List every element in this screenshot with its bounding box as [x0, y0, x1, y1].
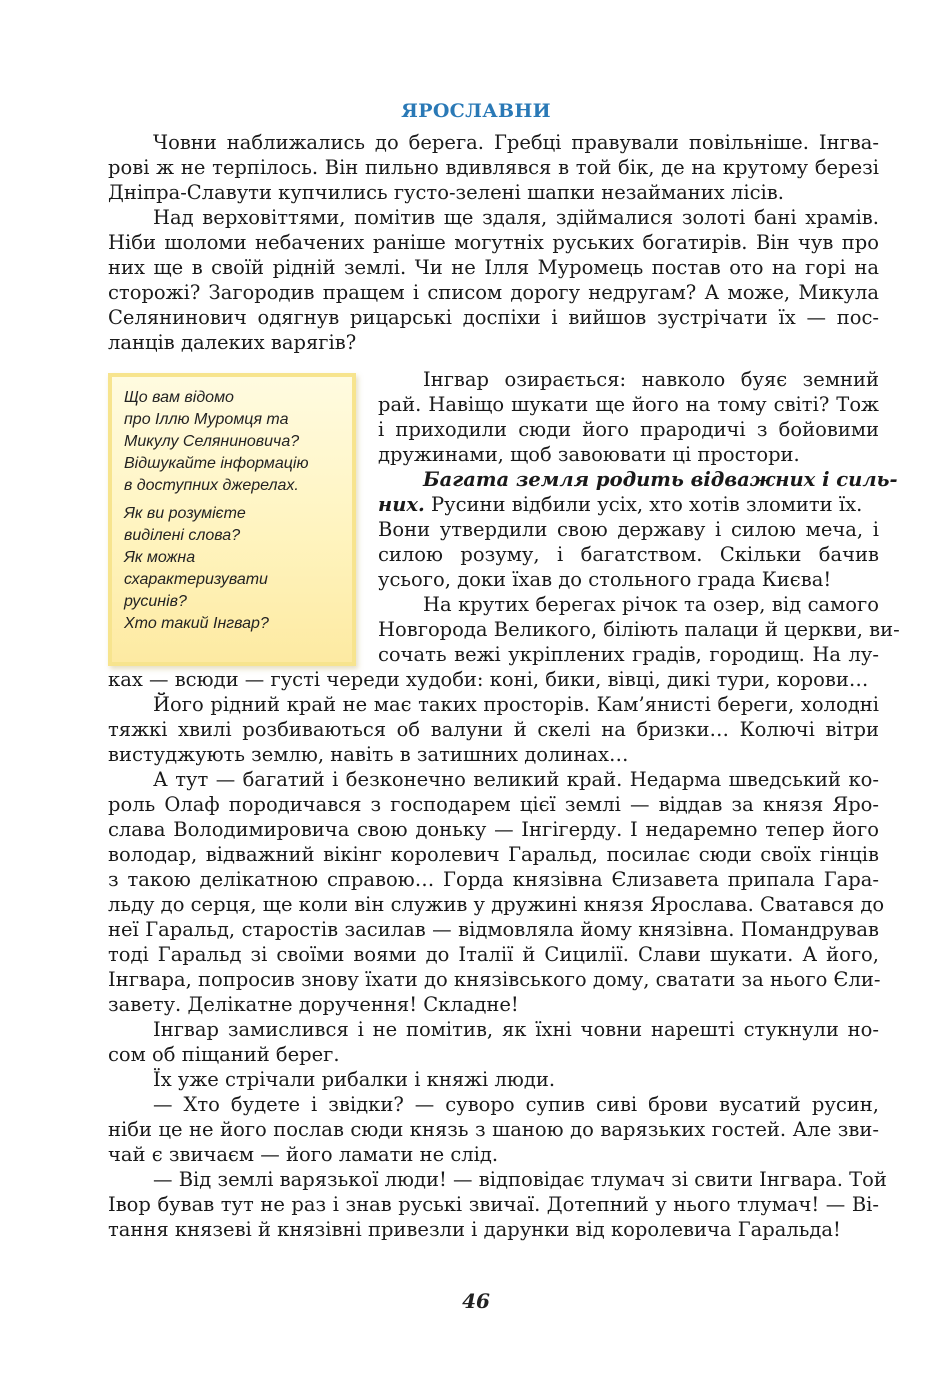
text-line: А тут — багатий і безконечно великий край. Недарма шведський ко-	[153, 768, 879, 791]
sidebar-question-line: Як ви розумієте	[124, 505, 246, 522]
text-line: тоді Гаральд зі своїми воями до Італії й Сицилії. Слави шукати. А його,	[108, 943, 879, 966]
text-line: Новгорода Великого, біліють палаци й церкви, ви-	[378, 618, 900, 641]
text-line: Інгвара, попросив знову їхати до князівського дому, сватати за нього Єли-	[108, 968, 881, 991]
text-line: Інгвар замислився і не помітив, як їхні човни нарешті стукнули но-	[153, 1018, 879, 1041]
text-line: — Хто будете і звідки? — суворо супив сиві брови вусатий русин,	[153, 1093, 879, 1116]
text-line: слава Володимировича свою доньку — Інгігерду. І недаремно тепер його	[108, 818, 879, 841]
text-line: роль Олаф породичався з господарем цієї землі — віддав за князя Яро-	[108, 793, 879, 816]
text-line: тання князеві й князівні привезли і дарунки від королевича Гаральда!	[108, 1218, 841, 1241]
text-line: рай. Навіщо шукати ще його на тому світі? Тож	[378, 393, 879, 416]
text-line: з такою делікатною справою… Горда князівна Єлизавета припала Гара-	[108, 868, 879, 891]
text-line: чай є звичаєм — його ламати не слід.	[108, 1143, 499, 1166]
text-line: Над верховіттями, помітив ще здаля, здіймалися золоті бані храмів.	[153, 206, 879, 229]
question-sidebar	[108, 373, 356, 666]
text-line: рові ж не терпілось. Він пильно вдивлявся в той бік, де на крутому березі	[108, 156, 879, 179]
text-line: вистуджують землю, навіть в затишних долинах…	[108, 743, 629, 766]
sidebar-question-line: Як можна	[124, 549, 196, 566]
sidebar-question-line: Що вам відомо	[124, 389, 234, 406]
sidebar-question-line: про Іллю Муромця та	[124, 411, 289, 428]
text-line: Вони утвердили свою державу і силою меча, і	[378, 518, 879, 541]
text-line: Інгвар озирається: навколо буяє земний	[423, 368, 879, 391]
text-fragment: Русини відбили усіх, хто хотів зломити їх.	[424, 493, 863, 516]
text-line: Ніби шоломи небачених раніше могутніх руських богатирів. Він чув про	[108, 231, 879, 254]
sidebar-question-line: в доступних джерелах.	[124, 477, 299, 494]
sidebar-question-line: схарактеризувати	[124, 571, 268, 588]
text-line: Дніпра-Славути купчились густо-зелені шапки незайманих лісів.	[108, 181, 784, 204]
highlighted-text: них.	[378, 493, 425, 516]
sidebar-question-line: Микулу Селяниновича?	[124, 433, 300, 450]
text-line: володар, відважний вікінг королевич Гаральд, посилає сюди своїх гінців	[108, 843, 879, 866]
sidebar-question-line: русинів?	[124, 593, 187, 610]
page-number: 46	[462, 1289, 490, 1313]
text-line: силою розуму, і багатством. Скільки бачив	[378, 543, 879, 566]
text-line: На крутих берегах річок та озер, від самого	[423, 593, 879, 616]
chapter-title: ЯРОСЛАВНИ	[401, 100, 551, 122]
text-line: ніби це не його послав сюди князь з шаною до варязьких гостей. Але зви-	[108, 1118, 879, 1141]
text-line: завету. Делікатне доручення! Складне!	[108, 993, 519, 1016]
text-line: ланців далеких варягів?	[108, 331, 357, 354]
highlighted-text: Багата земля родить відважних і силь-	[423, 468, 898, 491]
text-line: сочать вежі укріплених градів, городищ. На лу-	[378, 643, 879, 666]
text-line: льду до серця, ще коли він служив у дружині князя Ярослава. Сватався до	[108, 893, 885, 916]
text-line: сторожі? Загородив пращем і списом дорогу недругам? А може, Микула	[108, 281, 879, 304]
text-line: — Від землі варязької люди! — відповідає тлумач зі свити Інгвара. Той	[153, 1168, 887, 1191]
text-line: дружинами, щоб завоювати ці простори.	[378, 443, 800, 466]
text-line: Човни наближались до берега. Гребці правували повільніше. Інгва-	[153, 131, 879, 154]
sidebar-question-line: Хто такий Інгвар?	[124, 615, 269, 632]
text-line: Їх уже стрічали рибалки і княжі люди.	[153, 1068, 556, 1091]
text-line: тяжкі хвилі розбиваються об валуни й скелі на бризки… Колючі вітри	[108, 718, 879, 741]
text-line: усього, доки їхав до стольного града Києва!	[378, 568, 832, 591]
text-line: сом об піщаний берег.	[108, 1043, 340, 1066]
sidebar-question-line: Відшукайте інформацію	[124, 455, 309, 472]
text-line	[378, 493, 862, 517]
text-line: них ще в своїй рідній землі. Чи не Ілля Муромець постав ото на горі на	[108, 256, 879, 279]
text-line: Івор бував тут не раз і знав руські звичаї. Дотепний у нього тлумач! — Ві-	[108, 1193, 879, 1216]
text-line: неї Гаральд, старостів засилав — відмовляла йому князівна. Помандрував	[108, 918, 879, 941]
sidebar-question-line: виділені слова?	[124, 527, 241, 544]
text-line: ках — всюди — густі череди худоби: коні, бики, вівці, дикі тури, корови…	[108, 668, 869, 691]
text-line: Селянинович одягнув рицарські доспіхи і вийшов зустрічати їх — пос-	[108, 306, 879, 329]
text-line: Його рідний край не має таких просторів. Кам’янисті береги, холодні	[153, 693, 879, 716]
text-line: і приходили сюди його прародичі з бойовими	[378, 418, 879, 441]
